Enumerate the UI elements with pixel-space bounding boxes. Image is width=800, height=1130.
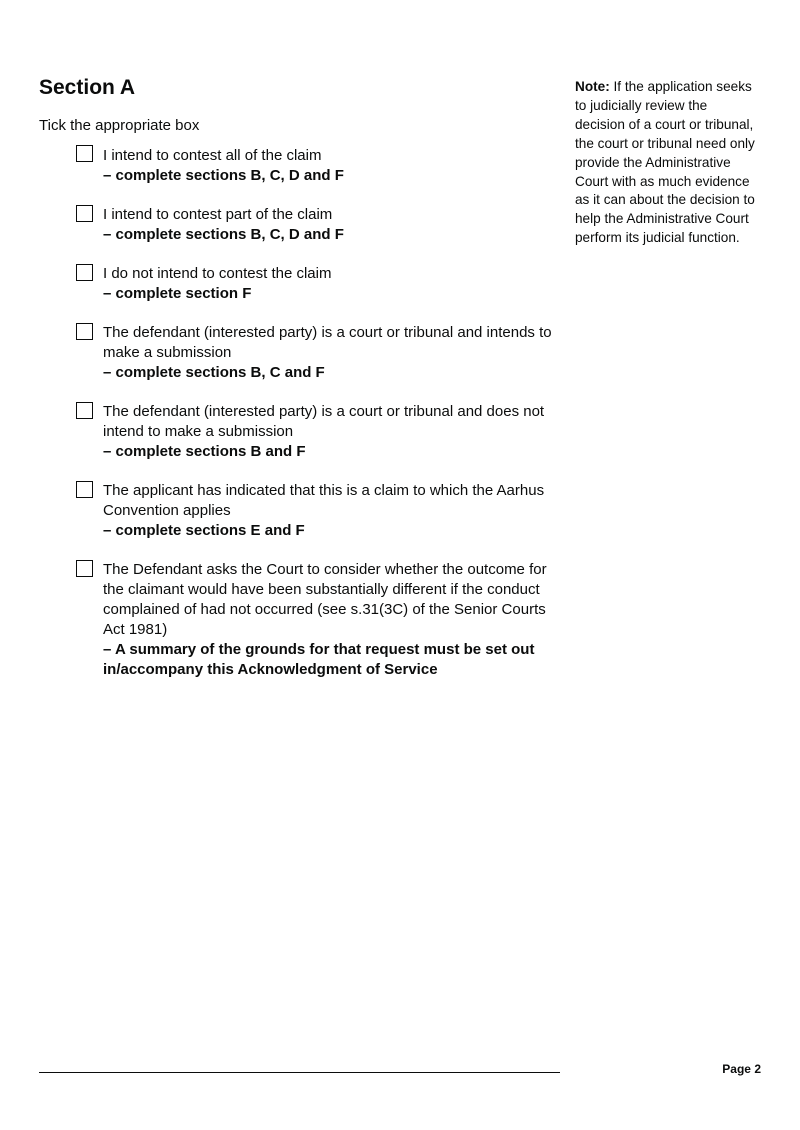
options-list: [76, 145, 566, 699]
option-contest-part: [76, 205, 566, 245]
option-text: I do not intend to contest the claim: [103, 265, 332, 282]
option-aarhus: [76, 481, 566, 541]
option-instruction: – complete sections B, C, D and F: [103, 226, 344, 243]
section-title: Section A: [39, 76, 136, 99]
checkbox-contest-all[interactable]: [76, 145, 93, 162]
option-text: The defendant (interested party) is a court or tribunal and does not intend to make a submission: [103, 403, 545, 440]
option-text: I intend to contest all of the claim: [103, 147, 322, 164]
checkbox-court-submission[interactable]: [76, 323, 93, 340]
option-instruction: – complete sections B and F: [103, 443, 306, 460]
checkbox-aarhus[interactable]: [76, 481, 93, 498]
checkbox-court-no-submission[interactable]: [76, 402, 93, 419]
option-substantially-different: [76, 560, 566, 680]
option-court-no-submission: [76, 402, 566, 462]
option-instruction: – A summary of the grounds for that request must be set out in/accompany this Acknowledgment of Service: [103, 641, 535, 678]
option-not-contest: [76, 264, 566, 304]
checkbox-not-contest[interactable]: [76, 264, 93, 281]
checkbox-substantially-different[interactable]: [76, 560, 93, 577]
option-text: The defendant (interested party) is a court or tribunal and intends to make a submission: [103, 324, 552, 361]
option-instruction: – complete sections B, C, D and F: [103, 167, 344, 184]
option-court-submission: [76, 323, 566, 383]
option-text: The Defendant asks the Court to consider whether the outcome for the claimant would have been substantially different if the conduct complained of had not occurred (see s.31(3C) of the Senior Courts Act 1981): [103, 561, 547, 638]
option-instruction: – complete sections B, C and F: [103, 364, 325, 381]
option-text: I intend to contest part of the claim: [103, 206, 333, 223]
note-label: Note:: [575, 79, 610, 94]
footer-divider: [39, 1072, 560, 1073]
option-contest-all: [76, 145, 566, 186]
option-instruction: – complete sections E and F: [103, 522, 305, 539]
checkbox-contest-part[interactable]: [76, 205, 93, 222]
note-text: If the application seeks to judicially review the decision of a court or tribunal, the court or tribunal need only provide the Administrative Court with as much evidence as it can about the decision to help the Administrative Court perform its judicial function.: [575, 79, 755, 246]
page-number: Page 2: [722, 1062, 761, 1076]
option-instruction: – complete section F: [103, 285, 252, 302]
side-note: [575, 78, 760, 248]
option-text: The applicant has indicated that this is a claim to which the Aarhus Convention applies: [103, 482, 545, 519]
instruction-text: Tick the appropriate box: [39, 117, 200, 134]
